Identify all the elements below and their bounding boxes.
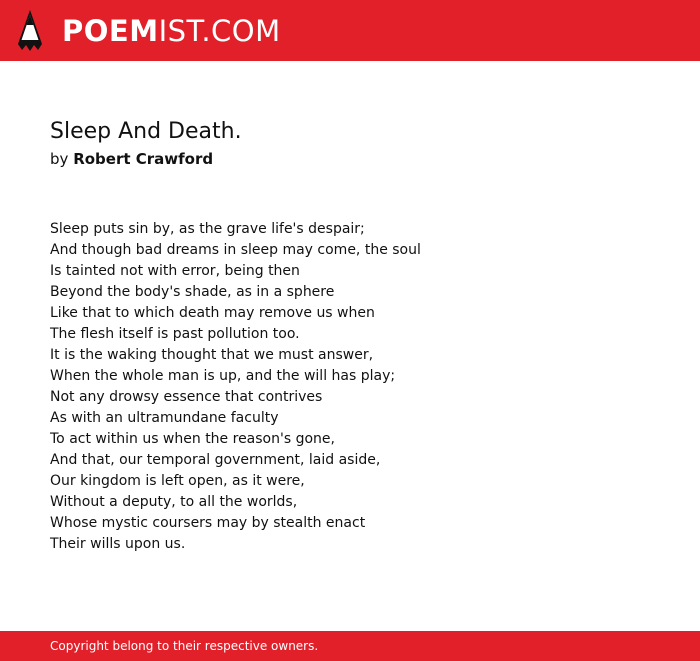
poem-title: Sleep And Death.: [50, 119, 242, 144]
poem-line: And though bad dreams in sleep may come, the soul: [50, 242, 421, 258]
pen-nib-icon[interactable]: [18, 10, 42, 51]
site-header: [0, 0, 700, 61]
poem-line: Is tainted not with error, being then: [50, 263, 300, 279]
byline: [50, 149, 213, 169]
poem-line: Their wills upon us.: [50, 536, 186, 552]
poem-line: And that, our temporal government, laid aside,: [50, 452, 381, 468]
poem-line: As with an ultramundane faculty: [50, 410, 279, 426]
logo-bold-text: POEM: [62, 14, 159, 48]
poem-line: Whose mystic coursers may by stealth enact: [50, 515, 366, 531]
copyright-notice: Copyright belong to their respective owners.: [50, 639, 319, 653]
poem-author: Robert Crawford: [73, 150, 214, 168]
poem-line: Sleep puts sin by, as the grave life's despair;: [50, 221, 365, 237]
byline-prefix: by: [50, 150, 69, 168]
poem-body: [50, 219, 421, 555]
site-footer: [0, 631, 700, 661]
poem-line: Like that to which death may remove us when: [50, 305, 375, 321]
poem-line: Without a deputy, to all the worlds,: [50, 494, 298, 510]
poem-line: It is the waking thought that we must answer,: [50, 347, 374, 363]
poem-line: The flesh itself is past pollution too.: [50, 326, 300, 342]
poem-line: To act within us when the reason's gone,: [50, 431, 335, 447]
poem-line: When the whole man is up, and the will has play;: [50, 368, 396, 384]
poem-line: Beyond the body's shade, as in a sphere: [50, 284, 335, 300]
site-logo[interactable]: [62, 14, 281, 48]
logo-light-text: IST.COM: [158, 14, 281, 48]
poem-line: Our kingdom is left open, as it were,: [50, 473, 305, 489]
poem-line: Not any drowsy essence that contrives: [50, 389, 323, 405]
